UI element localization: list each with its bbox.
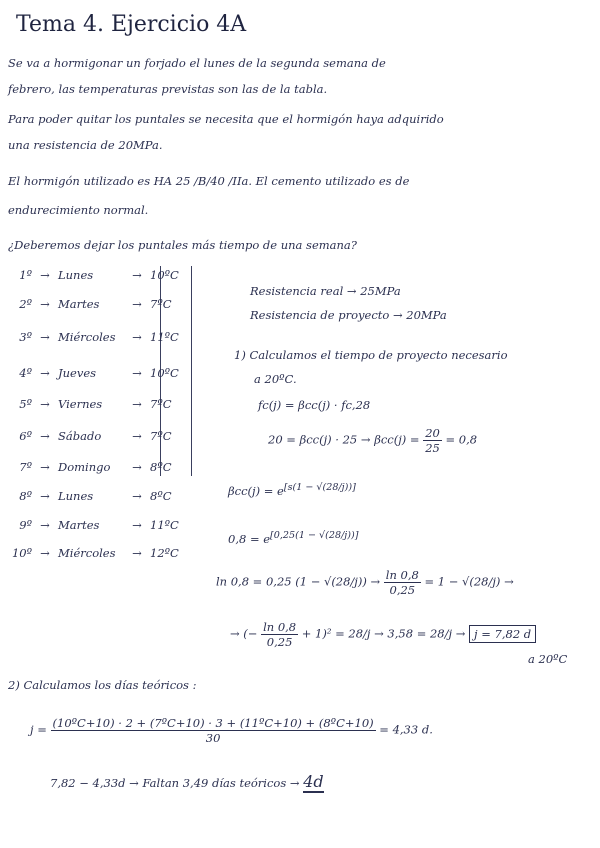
step1-heading: 1) Calculamos el tiempo de proyecto necesario: [234, 348, 508, 362]
day-number: 5º: [19, 397, 32, 411]
day-row: 8º → Lunes → 8ºC: [8, 489, 190, 503]
day-name: Miércoles: [58, 330, 116, 344]
fraction-ln08: $\frac{\ln 0,8}{0,25}$: [385, 568, 419, 597]
day-row: 5º → Viernes → 7ºC: [8, 397, 190, 411]
day-row: 6º → Sábado → 7ºC: [8, 429, 190, 443]
equation-beta: [268, 426, 477, 455]
fraction-ln08-b: $\frac{\ln 0,8}{0,25}$: [263, 620, 297, 649]
equation-beta-left: 20 = βcc(j) · 25 → βcc(j) =: [268, 432, 420, 447]
equation-beta-right: = 0,8: [445, 432, 478, 447]
step1-heading-cont: a 20ºC.: [254, 372, 297, 386]
statement-line-6: endurecimiento normal.: [8, 203, 149, 217]
day-temp: 7ºC: [150, 297, 172, 311]
statement-line-2: febrero, las temperaturas previstas son las de la tabla.: [8, 82, 328, 96]
day-number: 10º: [11, 546, 32, 560]
day-row: 4º → Jueves → 10ºC: [8, 366, 190, 380]
day-temp: 7ºC: [150, 429, 172, 443]
resistance-project: Resistencia de proyecto → 20MPa: [250, 308, 447, 322]
day-number: 2º: [19, 297, 32, 311]
day-number: 1º: [19, 268, 32, 282]
day-number: 9º: [19, 518, 32, 532]
day-temp: 7ºC: [150, 397, 172, 411]
day-number: 3º: [19, 330, 32, 344]
day-name: Sábado: [58, 429, 102, 443]
final-answer: 4d: [303, 772, 324, 791]
day-row: 10º → Miércoles → 12ºC: [8, 546, 190, 560]
statement-line-3: Para poder quitar los puntales se necesita que el hormigón haya adquirido: [8, 112, 444, 126]
day-name: Lunes: [58, 489, 94, 503]
equation-beta-exp: βcc(j) = e[s(1 − √(28/j))]: [228, 482, 356, 498]
equation-ln: ln 0,8 = 0,25 (1 − √(28/j)) → $\frac{\ln 0,8}{0,25}$ = 1 − √(28/j) →: [216, 568, 514, 597]
day-temp: 8ºC: [150, 460, 172, 474]
statement-line-1: Se va a hormigonar un forjado el lunes de la segunda semana de: [8, 56, 386, 70]
page-title: Tema 4. Ejercicio 4A: [16, 12, 247, 37]
day-name: Lunes: [58, 268, 94, 282]
day-name: Viernes: [58, 397, 103, 411]
day-name: Martes: [58, 518, 100, 532]
day-row: 9º → Martes → 11ºC: [8, 518, 190, 532]
day-temp: 11ºC: [150, 330, 179, 344]
result-box: j = 7,82 d: [469, 625, 536, 643]
statement-line-4: una resistencia de 20MPa.: [8, 138, 163, 152]
statement-line-5: El hormigón utilizado es HA 25 /B/40 /IIa. El cemento utilizado es de: [8, 174, 410, 188]
day-name: Jueves: [58, 366, 97, 380]
fraction-20-25: $\frac{20}{25}$: [425, 426, 440, 455]
day-row: 7º → Domingo → 8ºC: [8, 460, 190, 474]
day-number: 8º: [19, 489, 32, 503]
step2-heading: 2) Calculamos los días teóricos :: [8, 678, 197, 692]
day-row: 3º → Miércoles → 11ºC: [8, 330, 190, 344]
day-temp: 8ºC: [150, 489, 172, 503]
day-temp: 10ºC: [150, 366, 179, 380]
day-name: Martes: [58, 297, 100, 311]
day-row: 1º → Lunes → 10ºC: [8, 268, 190, 282]
day-temp: 11ºC: [150, 518, 179, 532]
exponent: [s(1 − √(28/j))]: [283, 482, 356, 493]
day-row: 2º → Martes → 7ºC: [8, 297, 190, 311]
equation-days: j = $\frac{\text{(10ºC+10) · 2 + (7ºC+10) · 3 + (11ºC+10) + (8ºC+10)}}{30}$ = 4,33 d.: [30, 716, 433, 745]
day-name: Domingo: [58, 460, 111, 474]
question-line: ¿Deberemos dejar los puntales más tiempo de una semana?: [8, 238, 357, 252]
exponent: [0,25(1 − √(28/j))]: [270, 530, 359, 541]
day-temp: 10ºC: [150, 268, 179, 282]
result-note: a 20ºC: [528, 652, 568, 666]
equation-j: → (− $\frac{\ln 0,8}{0,25}$ + 1)² = 28/j → 3,58 = 28/j → j = 7,82 d: [230, 620, 536, 649]
resistance-real: Resistencia real → 25MPa: [250, 284, 401, 298]
fraction-days: $\frac{\text{(10ºC+10) · 2 + (7ºC+10) · 3 + (11ºC+10) + (8ºC+10)}}{30}$: [52, 716, 374, 745]
day-temp: 12ºC: [150, 546, 179, 560]
equation-fc: fc(j) = βcc(j) · fc,28: [258, 398, 371, 412]
day-number: 6º: [19, 429, 32, 443]
final-line: 7,82 − 4,33d → Faltan 3,49 días teóricos → 4d: [50, 772, 324, 791]
equation-08-exp: 0,8 = e[0,25(1 − √(28/j))]: [228, 530, 359, 546]
day-name: Miércoles: [58, 546, 116, 560]
day-number: 7º: [19, 460, 32, 474]
day-number: 4º: [19, 366, 32, 380]
